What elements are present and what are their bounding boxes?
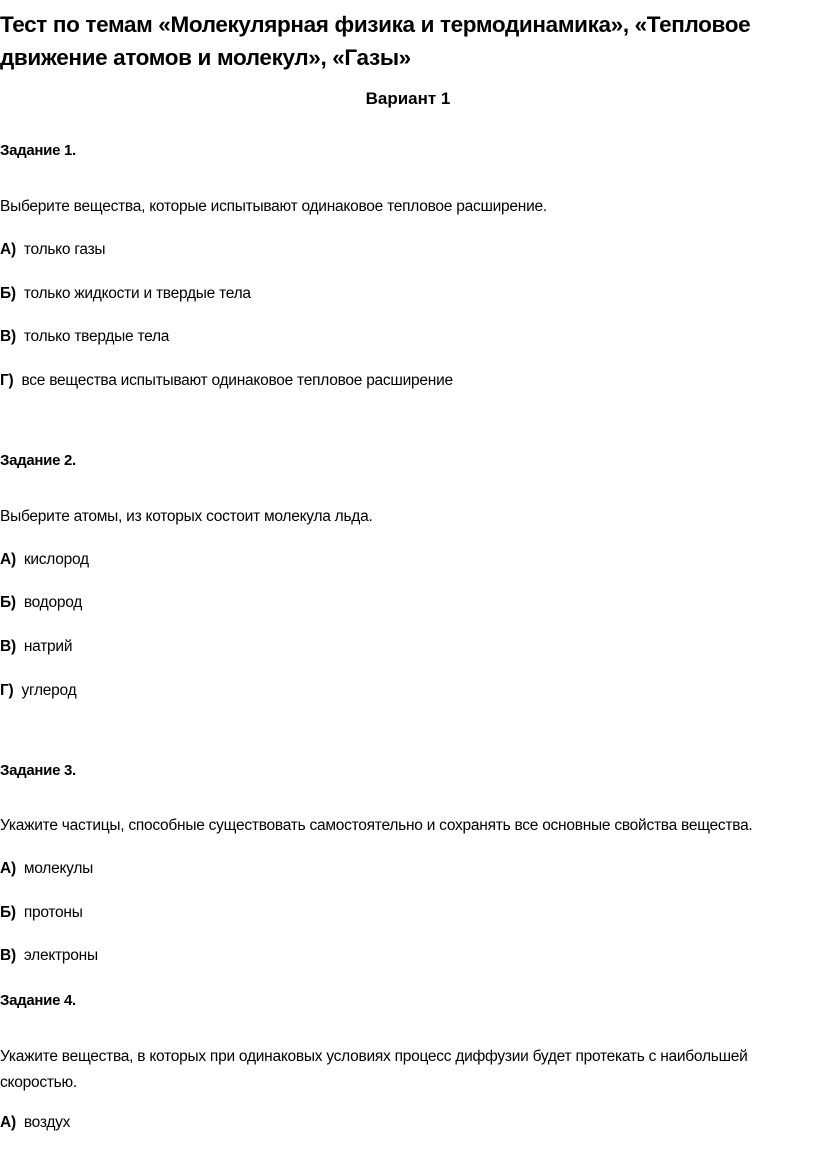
option-text: молекулы — [23, 860, 94, 877]
option-letter: Б) — [0, 285, 16, 302]
option-text: водород — [23, 594, 83, 611]
task-2-question: Выберите атомы, из которых состоит молекула льда. — [0, 508, 373, 525]
option-text: протоны — [23, 904, 83, 921]
option-letter: А) — [0, 551, 16, 568]
option-text: только газы — [23, 241, 106, 258]
option-letter: А) — [0, 860, 16, 877]
option-letter: Б) — [0, 904, 16, 921]
task-2-heading: Задание 2. — [0, 452, 76, 469]
task-2-option-a — [0, 550, 89, 570]
option-letter: В) — [0, 638, 16, 655]
option-text: кислород — [23, 551, 89, 568]
option-text: все вещества испытывают одинаковое тепловое расширение — [21, 372, 453, 389]
variant-heading: Вариант 1 — [365, 89, 451, 108]
task-1-option-c — [0, 327, 169, 347]
task-1-heading: Задание 1. — [0, 142, 76, 159]
option-letter: В) — [0, 947, 16, 964]
task-1-option-d — [0, 371, 453, 391]
option-letter: Б) — [0, 594, 16, 611]
option-text: только жидкости и твердые тела — [23, 285, 251, 302]
option-letter: Г) — [0, 372, 14, 389]
document-title — [0, 8, 816, 74]
option-letter: А) — [0, 241, 16, 258]
option-text: только твердые тела — [23, 328, 170, 345]
option-letter: А) — [0, 1114, 16, 1131]
option-text: воздух — [23, 1114, 71, 1131]
document-title-line-2: движение атомов и молекул», «Газы» — [0, 45, 411, 70]
task-3-heading: Задание 3. — [0, 762, 76, 779]
task-4-question: Укажите вещества, в которых при одинаковых условиях процесс диффузии будет протекать с наибольшей скоростью. — [0, 1048, 748, 1091]
task-1-option-a — [0, 240, 105, 260]
option-text: углерод — [21, 682, 77, 699]
option-letter: Г) — [0, 682, 14, 699]
option-letter: В) — [0, 328, 16, 345]
document-title-line-1: Тест по темам «Молекулярная физика и термодинамика», «Тепловое — [0, 12, 751, 37]
option-text: электроны — [23, 947, 98, 964]
task-2-option-d — [0, 681, 76, 701]
task-3-option-b — [0, 903, 83, 923]
option-text: натрий — [23, 638, 73, 655]
task-3-option-a — [0, 859, 93, 879]
task-4-option-a — [0, 1113, 70, 1133]
task-4-heading: Задание 4. — [0, 992, 76, 1009]
task-1-question: Выберите вещества, которые испытывают одинаковое тепловое расширение. — [0, 198, 547, 215]
task-3-question: Укажите частицы, способные существовать самостоятельно и сохранять все основные свойства вещества. — [0, 817, 753, 834]
task-3-option-c — [0, 946, 98, 966]
task-2-option-c — [0, 637, 72, 657]
task-1-option-b — [0, 284, 251, 304]
task-2-option-b — [0, 593, 82, 613]
